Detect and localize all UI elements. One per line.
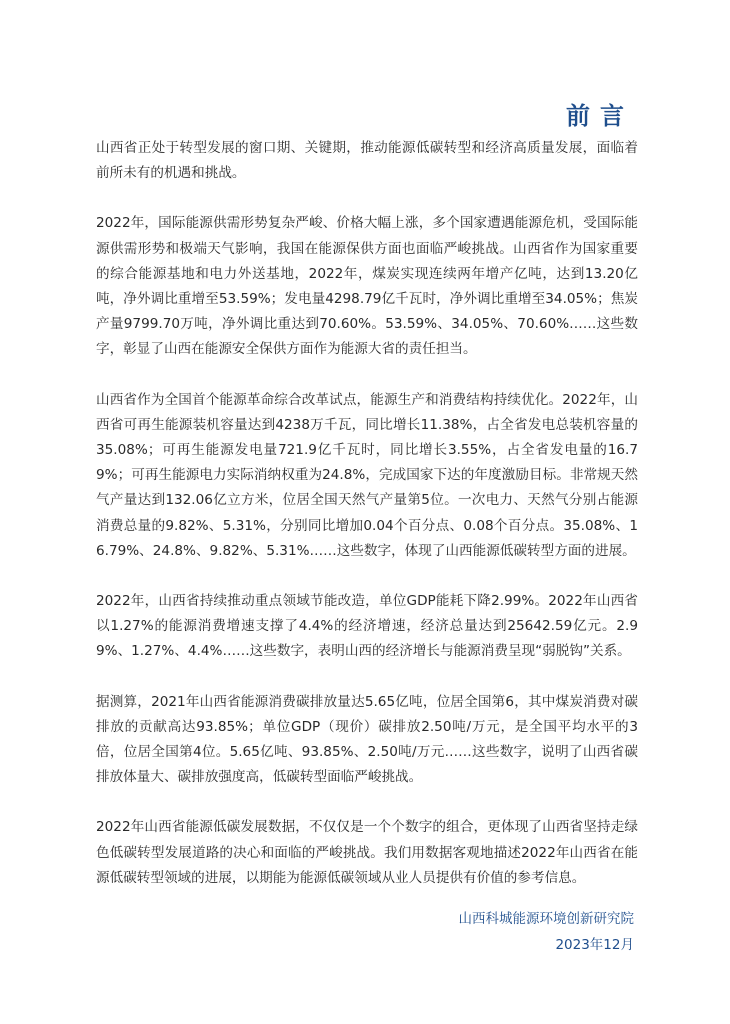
preface-body xyxy=(96,136,638,916)
paragraph-3: 山西省作为全国首个能源革命综合改革试点，能源生产和消费结构持续优化。2022年，山西省可再生能源装机容量达到4238万千瓦，同比增长11.38%，占全省发电总装机容量的35.08%；可再生能源发电量721.9亿千瓦时，同比增长3.55%，占全省发电量的16.79%；可再生能源电力实际消纳权重为24.8%，完成国家下达的年度激励目标。非常规天然气产量达到132.06亿立方米，位居全国天然气产量第5位。一次电力、天然气分别占能源消费总量的9.82%、5.31%，分别同比增加0.04个百分点、0.08个百分点。35.08%、16.79%、24.8%、9.82%、5.31%……这些数字，体现了山西能源低碳转型方面的进展。 xyxy=(96,391,638,559)
paragraph-4: 2022年，山西省持续推动重点领域节能改造，单位GDP能耗下降2.99%。2022年山西省以1.27%的能源消费增速支撑了4.4%的经济增速，经济总量达到25642.59亿元。2.99%、1.27%、4.4%……这些数字，表明山西的经济增长与能源消费呈现“弱脱钩”关系。 xyxy=(96,593,638,660)
paragraph-2: 2022年，国际能源供需形势复杂严峻、价格大幅上涨，多个国家遭遇能源危机，受国际能源供需形势和极端天气影响，我国在能源保供方面也面临严峻挑战。山西省作为国家重要的综合能源基地和电力外送基地，2022年，煤炭实现连续两年增产亿吨，达到13.20亿吨，净外调比重增至53.59%；发电量4298.79亿千瓦时，净外调比重增至34.05%；焦炭产量9799.70万吨，净外调比重达到70.60%。53.59%、34.05%、70.60%……这些数字，彰显了山西在能源安全保供方面作为能源大省的责任担当。 xyxy=(96,215,638,358)
signature-date: 2023年12月 xyxy=(555,937,634,953)
paragraph-5: 据测算，2021年山西省能源消费碳排放量达5.65亿吨，位居全国第6，其中煤炭消费对碳排放的贡献高达93.85%；单位GDP（现价）碳排放2.50吨/万元，是全国平均水平的3倍，位居全国第4位。5.65亿吨、93.85%、2.50吨/万元……这些数字，说明了山西省碳排放体量大、碳排放强度高，低碳转型面临严峻挑战。 xyxy=(96,693,638,786)
paragraph-6: 2022年山西省能源低碳发展数据，不仅仅是一个个数字的组合，更体现了山西省坚持走绿色低碳转型发展道路的决心和面临的严峻挑战。我们用数据客观地描述2022年山西省在能源低碳转型领域的进展，以期能为能源低碳领域从业人员提供有价值的参考信息。 xyxy=(96,819,638,886)
paragraph-1: 山西省正处于转型发展的窗口期、关键期，推动能源低碳转型和经济高质量发展，面临着前所未有的机遇和挑战。 xyxy=(96,140,638,182)
signature-organization: 山西科城能源环境创新研究院 xyxy=(458,911,634,927)
page-title: 前言 xyxy=(566,101,634,130)
